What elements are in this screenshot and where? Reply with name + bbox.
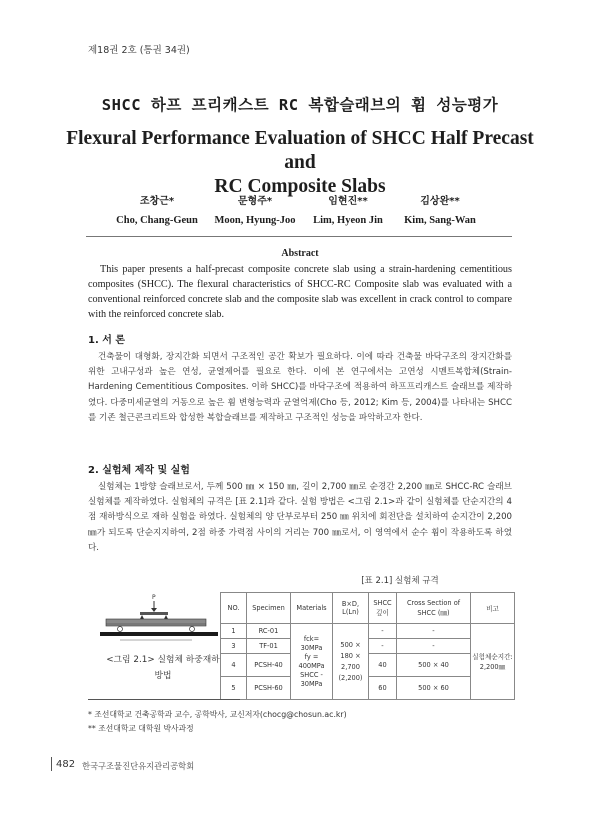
table-cell: 3 <box>221 639 247 654</box>
journal-name: 한국구조물진단유지관리공학회 <box>82 761 195 771</box>
specimen-table <box>220 592 515 700</box>
section-2-body <box>88 480 512 556</box>
support-right <box>190 627 195 632</box>
author-name-en: Kim, Sang-Wan <box>404 215 476 226</box>
abstract-body <box>88 262 512 322</box>
support-left <box>118 627 123 632</box>
reaction-floor <box>100 632 218 636</box>
materials-line: fck= <box>303 634 320 643</box>
section-1-heading: 1. 서 론 <box>88 335 126 346</box>
title-english <box>60 127 540 199</box>
divider <box>86 236 512 237</box>
materials-line: 30MPa <box>300 643 323 652</box>
table-cell: 40 <box>369 654 397 677</box>
title-english-line1: Flexural Performance Evaluation of SHCC Half Precast and <box>66 128 534 173</box>
running-header: 제18권 2호 (통권 34권) <box>88 45 190 56</box>
materials-line: 30MPa <box>300 679 323 688</box>
table-cell-dims <box>333 624 369 700</box>
remark-line: 2,200㎜ <box>479 662 506 671</box>
table-header: Specimen <box>247 593 291 624</box>
author-name-en: Moon, Hyung-Joo <box>214 215 296 226</box>
author-name-ko: 문형주* <box>237 196 273 207</box>
abstract-heading: Abstract <box>281 248 319 259</box>
table-caption: [표 2.1] 실험체 규격 <box>361 576 439 586</box>
author-name-ko: 임현진** <box>328 196 368 207</box>
table-row <box>221 624 515 639</box>
table-cell: 60 <box>369 677 397 700</box>
dims-line: 2,700 <box>341 662 360 671</box>
table-cell: PCSH-60 <box>247 677 291 700</box>
table-cell: RC-01 <box>247 624 291 639</box>
section-1-body <box>88 350 512 426</box>
remark-line: 실험체순지간: <box>472 652 513 661</box>
title-korean: SHCC 하프 프리캐스트 RC 복합슬래브의 휨 성능평가 <box>101 96 499 114</box>
author-name-ko: 조창근* <box>139 196 175 207</box>
author-1 <box>102 192 212 226</box>
table-cell: 1 <box>221 624 247 639</box>
table-header: Materials <box>291 593 333 624</box>
table-header: NO. <box>221 593 247 624</box>
table-header: SHCC 깊이 <box>369 593 397 624</box>
author-name-en: Cho, Chang-Geun <box>116 215 198 226</box>
dims-line: 180 × <box>340 651 361 660</box>
table-header-row <box>221 593 515 624</box>
abstract-text: This paper presents a half-precast composite concrete slab using a strain-hardening cementitious composites (SHCC). The flexural characteristics of SHCC-RC Composite slab was evaluated with a conventional reinforced concrete slab and the composite slab was excellent in crack control to compare with the reinforced concrete slab. <box>88 264 512 320</box>
figure-caption <box>88 652 238 684</box>
figure-caption-line2: 방법 <box>154 671 172 681</box>
materials-line: SHCC - <box>300 670 323 679</box>
load-point-left <box>140 615 144 619</box>
footnote-2: ** 조선대학교 대학원 박사과정 <box>88 724 194 733</box>
table-cell-remark <box>471 624 515 700</box>
section-2-heading: 2. 실험체 제작 및 실험 <box>88 465 190 476</box>
section-2-text: 실험체는 1방향 슬래브로서, 두께 500 ㎜ × 150 ㎜, 길이 2,700 ㎜로 순경간 2,200 ㎜로 SHCC-RC 슬래브 실험체를 제작하였다. 실험체의 규격은 [표 2.1]과 같다. 실험 방법은 <그림 2.1>과 같이 실험체를 단순지간의 4점 재하방식으로 재하 실험을 하였다. 실험체의 양 단부로부터 250 ㎜ 위치에 회전단을 설치하여 순지간이 2,200 ㎜가 되도록 단순지지하여, 2점 하중 가력점 사이의 거리는 700 ㎜로서, 이 영역에서 순수 휨이 작용하도록 하였다. <box>88 482 512 553</box>
materials-line: fy = <box>304 652 319 661</box>
section-1-text: 건축물이 대형화, 장지간화 되면서 구조적인 공간 확보가 필요하다. 이에 따라 건축물 바닥구조의 장지간화를 위한 고내구성과 높은 연성, 균열제어를 필요로 한다. 이에 본 연구에서는 고연성 시멘트복합체(Strain-Hardening Cementitious Composites. 이하 SHCC)를 바닥구조에 적용하여 하프프리캐스트 슬래브를 제작하였다. 다중미세균열의 거동으로 높은 휨 변형능력과 균열억제(Cho 등, 2012; Kim 등, 2004)를 나타내는 SHCC를 기존 철근콘크리트와 합성한 복합슬래브를 제작하고 구조적인 성능을 파악하고자 한다. <box>88 352 512 423</box>
table-cell: 500 × 40 <box>397 654 471 677</box>
table-cell: - <box>369 639 397 654</box>
slab-specimen <box>106 619 206 626</box>
figure-caption-line1: <그림 2.1> 실험체 하중재하 <box>106 655 220 665</box>
title-english-line2: RC Composite Slabs <box>214 176 386 197</box>
author-4 <box>385 192 495 226</box>
table-cell: 500 × 60 <box>397 677 471 700</box>
spreader-beam <box>140 612 168 615</box>
table-cell-materials <box>291 624 333 700</box>
loading-setup-figure <box>100 592 218 648</box>
table-header: Cross Section of SHCC (㎜) <box>397 593 471 624</box>
table-cell: 4 <box>221 654 247 677</box>
footer-bar <box>51 757 52 771</box>
load-point-right <box>164 615 168 619</box>
materials-line: 400MPa <box>298 661 325 670</box>
dims-line: (2,200) <box>338 673 363 682</box>
author-name-en: Lim, Hyeon Jin <box>313 215 383 226</box>
page-number: 482 <box>56 759 76 770</box>
table-cell: - <box>369 624 397 639</box>
table-header: 비고 <box>471 593 515 624</box>
table-header: B×D, L(Ln) <box>333 593 369 624</box>
load-label: P <box>152 594 156 601</box>
table-cell: PCSH-40 <box>247 654 291 677</box>
footnote-1: * 조선대학교 건축공학과 교수, 공학박사, 교신저자(chocg@chosun.ac.kr) <box>88 710 347 719</box>
table-cell: 5 <box>221 677 247 700</box>
table-cell: - <box>397 624 471 639</box>
load-arrow-head <box>151 608 157 612</box>
footnote-divider <box>88 699 240 700</box>
table-cell: TF-01 <box>247 639 291 654</box>
author-name-ko: 김상완** <box>420 196 460 207</box>
table-cell: - <box>397 639 471 654</box>
dims-line: 500 × <box>340 640 361 649</box>
